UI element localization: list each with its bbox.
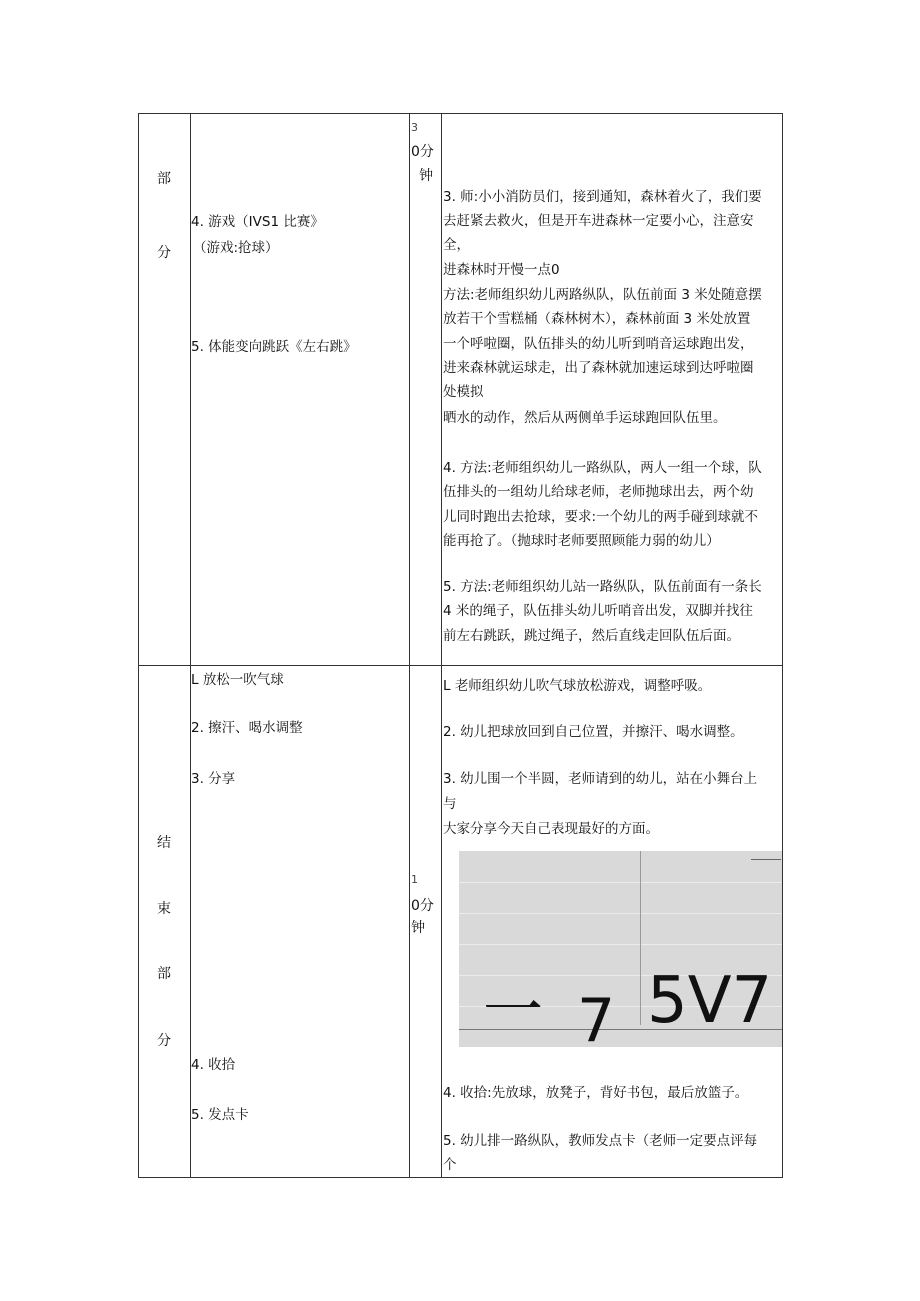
- photo-gridline: [459, 882, 782, 883]
- photo-gridline: [459, 944, 782, 945]
- table-right-border: [782, 113, 783, 1178]
- activity-item: 2. 擦汗、喝水调整: [191, 720, 303, 736]
- content-line: 5. 方法:老师组织幼儿站一路纵队，队伍前面有一条长: [443, 579, 762, 595]
- content-line: 放若干个雪糕桶（森林树木），森林前面 3 米处放置: [443, 311, 751, 327]
- table-top-border: [138, 113, 783, 114]
- section-label-char: 部: [157, 171, 171, 187]
- activity-item: 5. 发点卡: [191, 1107, 249, 1123]
- content-line: 大家分享今天自己表现最好的方面。: [443, 821, 659, 837]
- content-line: 进来森林就运球走，出了森林就加速运球到达呼啦圈: [443, 360, 754, 376]
- section-label-char: 分: [157, 1033, 171, 1049]
- column-divider-3: [441, 113, 442, 1178]
- content-line: 3. 师:小小消防员们，接到通知，森林着火了，我们要: [443, 189, 762, 205]
- duration: [411, 118, 434, 186]
- content-line: 2. 幼儿把球放回到自己位置，并擦汗、喝水调整。: [443, 724, 744, 740]
- duration-digit: 3: [411, 121, 418, 134]
- photo-glyph: 7: [577, 986, 616, 1047]
- content-line: 4 米的绳子，队伍排头幼儿听哨音出发，双脚并找往: [443, 603, 753, 619]
- duration-unit: 钟: [411, 920, 425, 936]
- activity-item: 4. 收拾: [191, 1057, 236, 1073]
- duration-digit: 0分: [411, 898, 434, 914]
- photo-divider: [640, 851, 641, 1025]
- embedded-photo: [459, 851, 782, 1047]
- table-bottom-border: [138, 1177, 783, 1178]
- content-line: 方法:老师组织幼儿两路纵队，队伍前面 3 米处随意摆: [443, 287, 762, 303]
- column-divider-1: [190, 113, 191, 1178]
- section-label-char: 结: [157, 835, 171, 851]
- content-line: L 老师组织幼儿吹气球放松游戏，调整呼吸。: [443, 678, 712, 694]
- content-line: 4. 收拾:先放球，放凳子，背好书包，最后放篮子。: [443, 1085, 749, 1101]
- activity-item: 3. 分享: [191, 771, 236, 787]
- content-line: 处模拟: [443, 384, 484, 400]
- section-label-char: 部: [157, 966, 171, 982]
- content-line: 能再抢了。（抛球时老师要照顾能力弱的幼儿）: [443, 533, 720, 549]
- content-line: 一个呼啦圈，队伍排头的幼儿听到哨音运球跑出发，: [443, 336, 754, 352]
- table-left-border: [138, 113, 139, 1178]
- content-line: 与: [443, 796, 457, 812]
- content-line: 儿同时跑出去抢球，要求:一个幼儿的两手碰到球就不: [443, 509, 759, 525]
- photo-glyph: 一: [483, 976, 543, 1046]
- section-divider: [138, 665, 783, 666]
- activity-item: （游戏:抢球）: [193, 240, 279, 256]
- duration-digit: 1: [411, 873, 418, 886]
- duration-unit: 钟: [419, 168, 433, 184]
- activity-item: L 放松一吹气球: [191, 672, 284, 688]
- section-label-char: 束: [157, 901, 171, 917]
- photo-mark: [751, 859, 781, 860]
- content-line: 晒水的动作，然后从两侧单手运球跑回队伍里。: [443, 410, 727, 426]
- photo-gridline: [459, 913, 782, 914]
- content-line: 3. 幼儿围一个半圆，老师请到的幼儿，站在小舞台上: [443, 771, 758, 787]
- content-line: 全，: [443, 237, 470, 253]
- content-line: 伍排头的一组幼儿给球老师，老师抛球出去，两个幼: [443, 484, 754, 500]
- content-line: 去赶紧去救火，但是开车进森林一定要小心，注意安: [443, 213, 754, 229]
- photo-glyph: 5V7: [647, 964, 773, 1038]
- column-divider-2: [409, 113, 410, 1178]
- duration: [411, 870, 434, 938]
- section-label-char: 分: [157, 245, 171, 261]
- activity-item: 4. 游戏（IVS1 比赛》: [191, 214, 324, 230]
- content-line: 个: [443, 1157, 457, 1173]
- activity-item: 5. 体能变向跳跃《左右跳》: [191, 339, 357, 355]
- duration-digit: 0分: [411, 144, 434, 160]
- content-line: 5. 幼儿排一路纵队，教师发点卡（老师一定要点评每: [443, 1133, 758, 1149]
- content-line: 4. 方法:老师组织幼儿一路纵队，两人一组一个球，队: [443, 460, 762, 476]
- content-line: 进森林时开慢一点0: [443, 262, 560, 278]
- content-line: 前左右跳跃，跳过绳子，然后直线走回队伍后面。: [443, 628, 740, 644]
